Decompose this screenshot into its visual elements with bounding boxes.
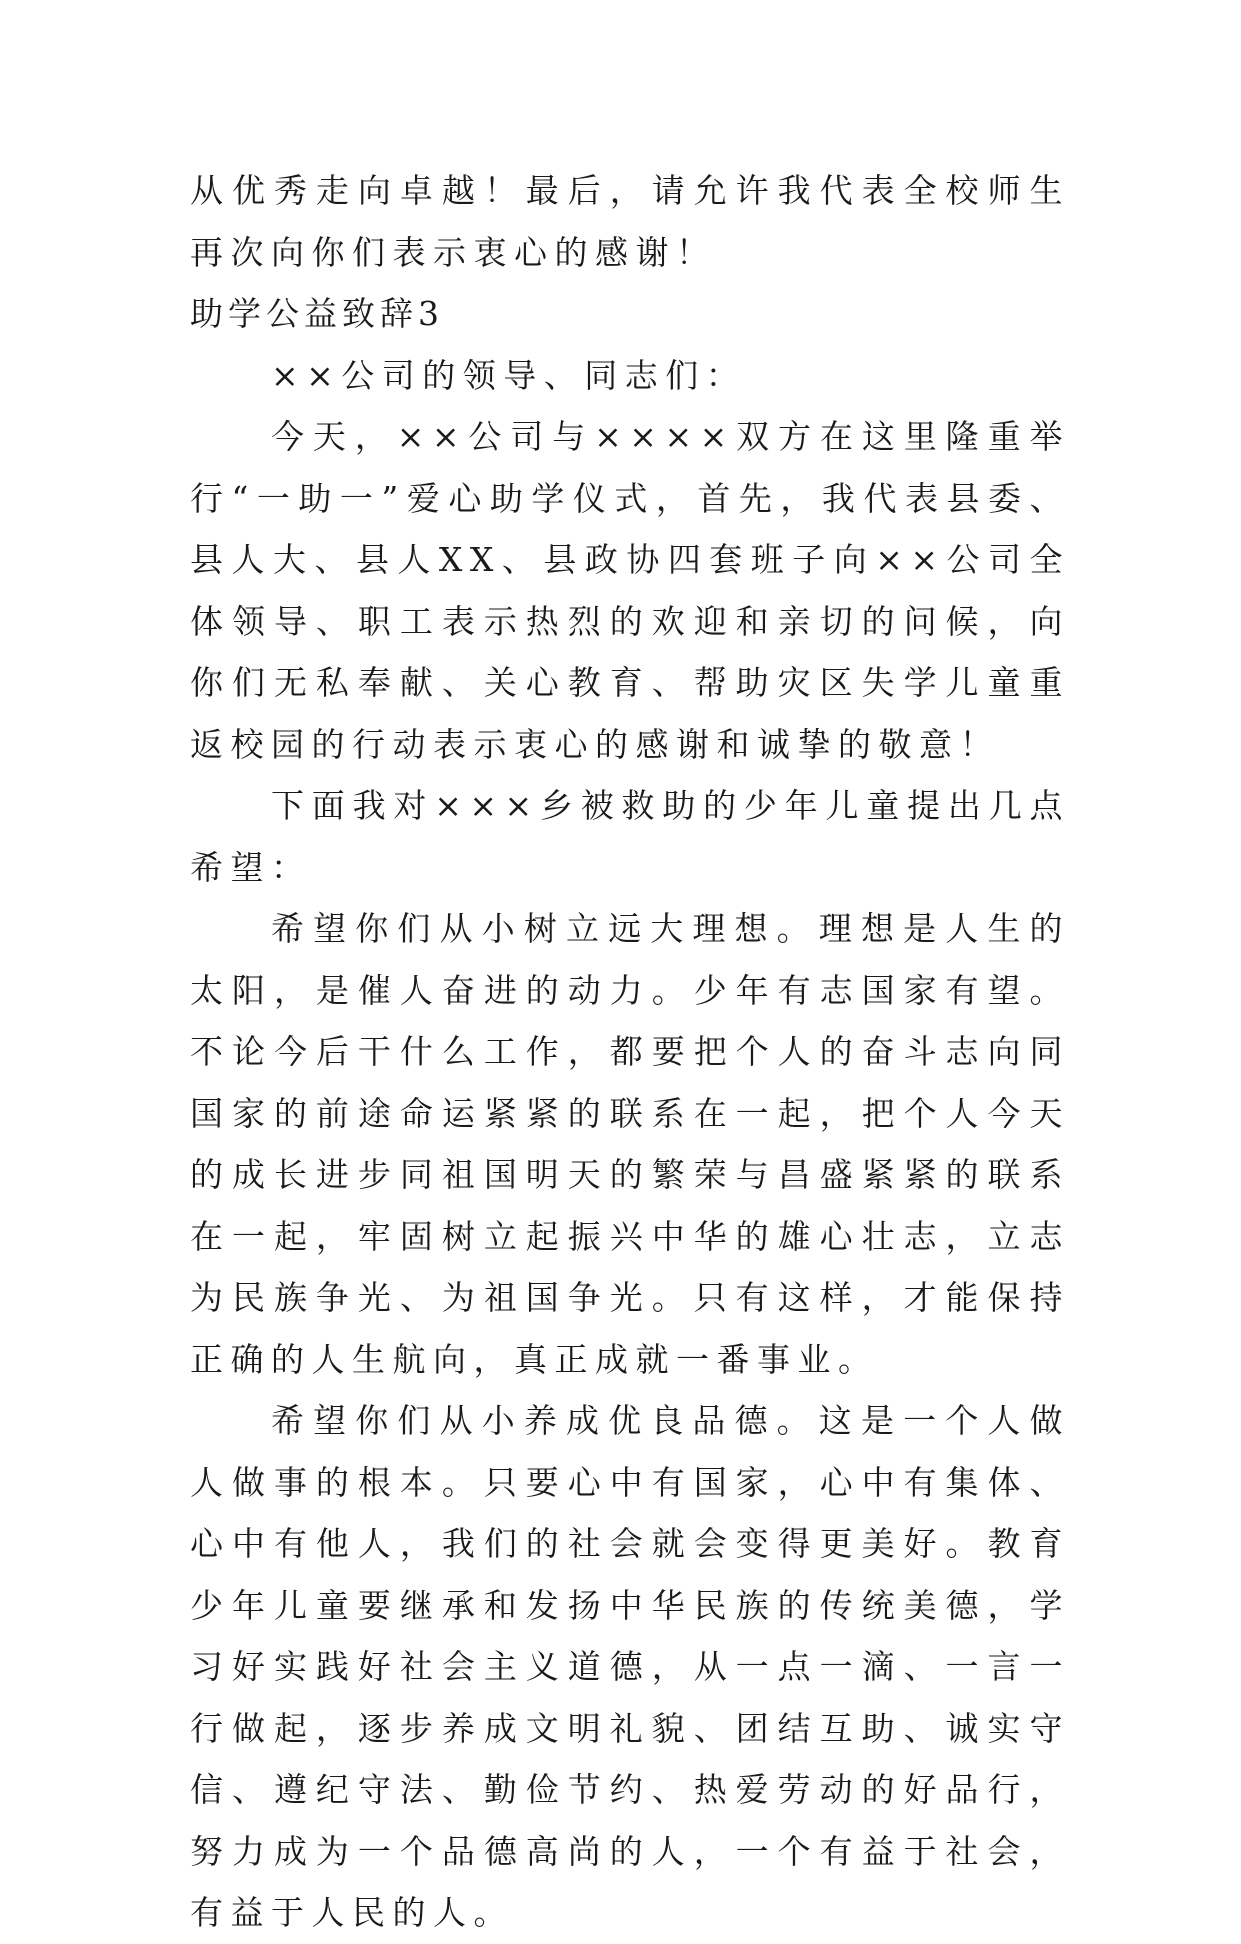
document-body — [190, 160, 1070, 1944]
paragraph-salutation: ××公司的领导、同志们： — [271, 355, 747, 395]
paragraph-hopes-intro: 下面我对×××乡被救助的少年儿童提出几点希望： — [190, 786, 1070, 887]
paragraph-closing: 从优秀走向卓越！最后，请允许我代表全校师生再次向你们表示衷心的感谢！ — [190, 171, 1070, 272]
section-heading: 助学公益致辞3 — [190, 294, 444, 333]
paragraph-hope-ideals: 希望你们从小树立远大理想。理想是人生的太阳，是催人奋进的动力。少年有志国家有望。不论今后干什么工作，都要把个人的奋斗志向同国家的前途命运紧紧的联系在一起，把个人今天的成长进步同祖国明天的繁荣与昌盛紧紧的联系在一起，牢固树立起振兴中华的雄心壮志，立志为民族争光、为祖国争光。只有这样，才能保持正确的人生航向，真正成就一番事业。 — [190, 909, 1070, 1379]
paragraph-opening: 今天，××公司与××××双方在这里隆重举行“一助一”爱心助学仪式，首先，我代表县委、县人大、县人XX、县政协四套班子向××公司全体领导、职工表示热烈的欢迎和亲切的问候，向你们无私奉献、关心教育、帮助灾区失学儿童重返校园的行动表示衷心的感谢和诚挚的敬意！ — [190, 417, 1070, 764]
paragraph-hope-virtue: 希望你们从小养成优良品德。这是一个人做人做事的根本。只要心中有国家，心中有集体、心中有他人，我们的社会就会变得更美好。教育少年儿童要继承和发扬中华民族的传统美德，学习好实践好社会主义道德，从一点一滴、一言一行做起，逐步养成文明礼貌、团结互助、诚实守信、遵纪守法、勤俭节约、热爱劳动的好品行，努力成为一个品德高尚的人，一个有益于社会，有益于人民的人。 — [190, 1401, 1070, 1932]
